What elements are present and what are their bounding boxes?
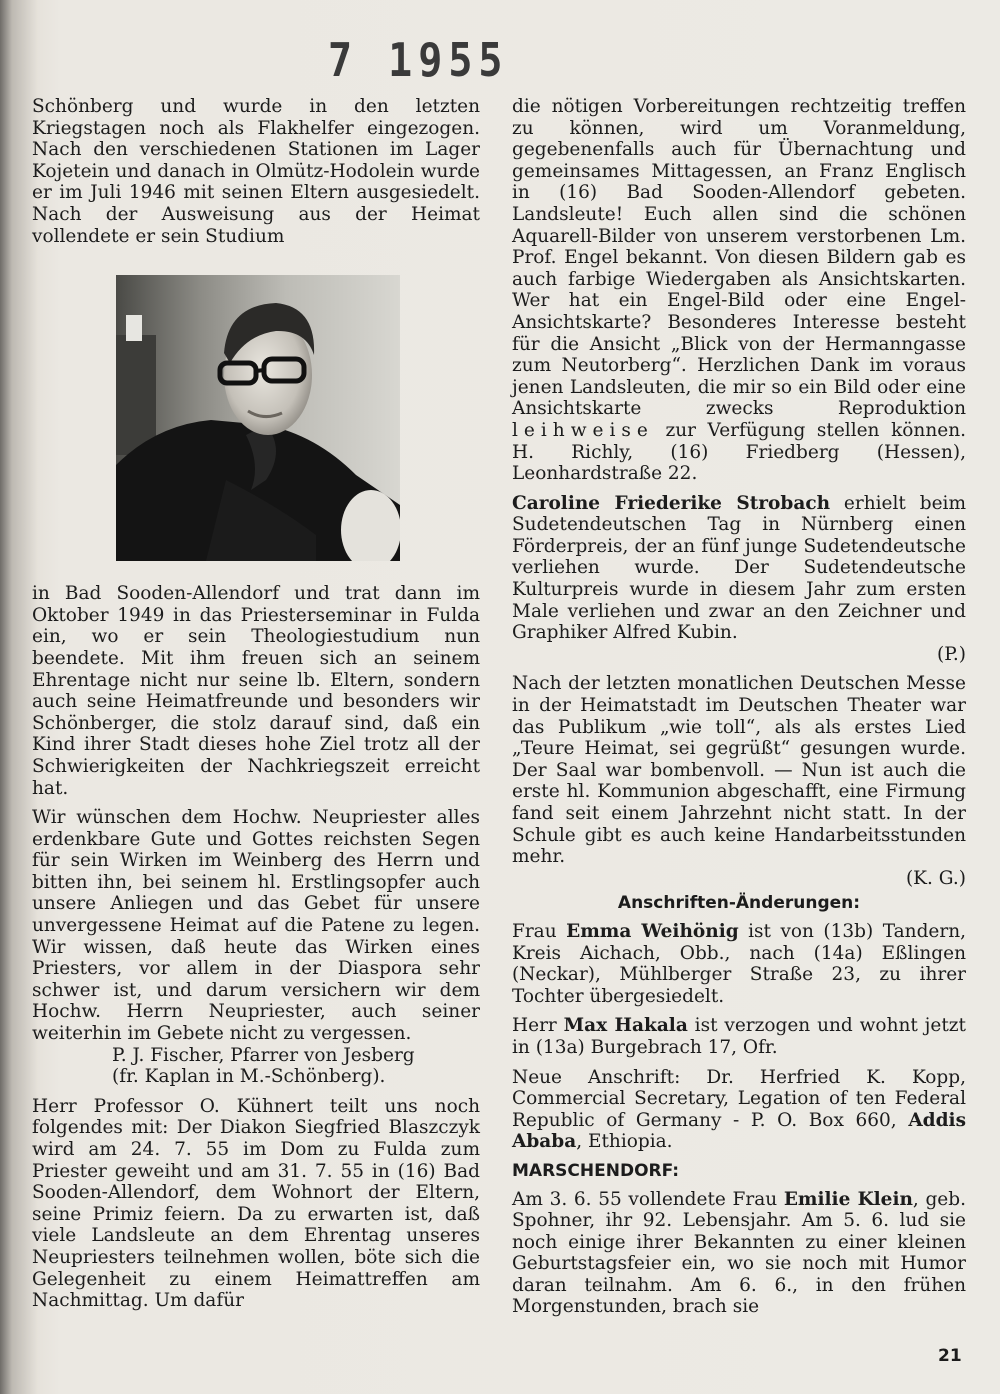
text-run: ist verzogen und wohnt jetzt in (13a) Burgebrach 17, Ofr.	[512, 1015, 966, 1058]
person-name: Emilie Klein	[783, 1188, 913, 1210]
text-run: Herr	[512, 1015, 564, 1037]
article-paragraph: Wir wünschen dem Hochw. Neupriester alles erdenkbare Gute und Gottes reichsten Segen für sein Wirken im Weinberg des Herrn und bitten ihn, bei seinem hl. Erstlingsopfer auch unsere Anliegen und das Gebet für unsere unvergessene Heimat auf die Patene zu legen. Wir wissen, daß heute das Wirken eines Priesters, vor allem in der Diaspora sehr schwer ist, und darum versichern wir dem Hochw. Herrn Neupriester, auch seiner weiterhin im Gebete nicht zu vergessen.	[32, 807, 480, 1045]
author-initials: (P.)	[936, 643, 966, 665]
article-paragraph: Herr Professor O. Kühnert teilt uns noch folgendes mit: Der Diakon Siegfried Blaszczyk wird am 24. 7. 55 im Dom zu Fulda zum Priester geweiht und am 31. 7. 55 in (16) Bad Sooden-Allendorf, dem Wohnort der Eltern, seine Primiz feiern. Da zu erwarten ist, daß viele Landsleute an dem Ehrentag unseres Neupriesters teilnehmen wollen, böte sich die Gelegenheit zu einem Heimattreffen am Nachmittag. Um dafür	[32, 1095, 480, 1312]
person-name: Caroline Friederike Strobach	[512, 492, 831, 514]
person-name: Max Hakala	[563, 1015, 688, 1037]
text-run: , geb. Spohner, ihr 92. Lebensjahr. Am 5. 6. lud sie noch einige ihrer Bekannten zu einer kleinen Geburtstagsfeier ein, wo sie noch mit Humor daran teilnahm. Am 6. 6., in den frühen Morgenstunden, brach sie	[512, 1188, 966, 1318]
right-column	[512, 96, 966, 1326]
text-run: Frau	[512, 920, 567, 942]
article-paragraph	[512, 493, 966, 644]
article-paragraph: Nach der letzten monatlichen Deutschen Messe in der Heimatstadt im Deutschen Theater war das Publikum „wie toll“, als als erstes Lied „Teure Heimat, sei gegrüßt“ gesungen wurde. Der Saal war bombenvoll. — Nun ist auch die erste hl. Kommunion abgeschafft, eine Firmung fand seit einem Jahrzehnt nicht statt. In der Schule gibt es auch keine Handarbeitsstunden mehr.	[512, 673, 966, 868]
text-run: Neue Anschrift: Dr. Herfried K. Kopp, Commercial Secretary, Legation of ten Federal Republic of Germany - P. O. Box 660,	[512, 1066, 966, 1131]
section-heading: Anschriften-Änderungen:	[617, 893, 861, 914]
portrait-photo	[116, 275, 400, 561]
article-paragraph	[512, 1189, 966, 1319]
issue-stamp: 7 1955	[328, 34, 509, 88]
text-run: Am 3. 6. 55 vollendete Frau	[512, 1188, 784, 1210]
photo-frame	[32, 253, 480, 575]
left-column	[32, 96, 480, 1320]
text-run: die nötigen Vorbereitungen rechtzeitig treffen zu können, wird um Voranmeldung, gegebenenfalls auch für Übernachtung und gemeinsames Mittagessen, an Franz Englisch in (16) Bad Sooden-Allendorf gebeten. Landsleute! Euch allen sind die schönen Aquarell-Bilder von unserem verstorbenen Lm. Prof. Engel bekannt. Von diesen Bildern gab es auch farbige Wiedergaben als Ansichtskarten. Wer hat ein Engel-Bild oder eine Engel-Ansichtskarte? Besonderes Interesse besteht für die Ansicht „Blick von der Hermanngasse zum Neutorberg“. Herzlichen Dank im voraus jenen Landsleuten, die mir so ein Bild oder eine Ansichtskarte zwecks Reproduktion	[512, 96, 966, 420]
text-run: , Ethiopia.	[576, 1131, 673, 1153]
person-name: Emma Weihönig	[566, 920, 739, 942]
place-name: Addis Ababa	[512, 1109, 966, 1153]
signature-line: P. J. Fischer, Pfarrer von Jesberg	[112, 1044, 415, 1066]
signature-line: (fr. Kaplan in M.-Schönberg).	[112, 1066, 386, 1088]
article-paragraph: Schönberg und wurde in den letzten Kriegstagen noch als Flakhelfer eingezogen. Nach den verschiedenen Stationen im Lager Kojetein und danach in Olmütz-Hodolein wurde er im Juli 1946 mit seinen Eltern ausgesiedelt. Nach der Ausweisung aus der Heimat vollendete er sein Studium	[32, 96, 480, 247]
article-paragraph	[512, 1067, 966, 1153]
article-paragraph	[512, 1015, 966, 1058]
text-run: zur Verfügung stellen können. H. Richly, (16) Friedberg (Hessen), Leonhardstraße 22.	[512, 419, 966, 485]
page-number: 21	[938, 1346, 962, 1366]
emphasis-text: leihweise	[512, 419, 654, 441]
signature	[32, 1045, 480, 1088]
article-paragraph: in Bad Sooden-Allendorf und trat dann im Oktober 1949 in das Priesterseminar in Fulda ein, wo er sein Theologiestudium nun beendete. Mit ihm freuen sich an seinem Ehrentage nicht nur seine lb. Eltern, sondern auch seine Heimatfreunde und besonders wir Schönberger, die stolz darauf sind, daß ein Kind ihrer Stadt dieses hohe Ziel trotz all der Schwierigkeiten der Nachkriegszeit erreicht hat.	[32, 583, 480, 799]
article-paragraph	[512, 96, 966, 485]
author-initials: (K. G.)	[905, 867, 966, 889]
text-run: ist von (13b) Tandern, Kreis Aichach, Obb., nach (14a) Eßlingen (Neckar), Mühlberger Straße 23, zu ihrer Tochter übergesiedelt.	[512, 920, 966, 1007]
article-paragraph	[512, 921, 966, 1007]
text-run: erhielt beim Sudetendeutschen Tag in Nürnberg einen Förderpreis, der an fünf junge Sudetendeutsche verliehen wurde. Der Sudetendeutsche Kulturpreis wurde in diesem Jahr zum ersten Male verliehen und zwar an den Zeichner und Graphiker Alfred Kubin.	[512, 492, 966, 644]
section-heading: MARSCHENDORF:	[512, 1160, 680, 1181]
